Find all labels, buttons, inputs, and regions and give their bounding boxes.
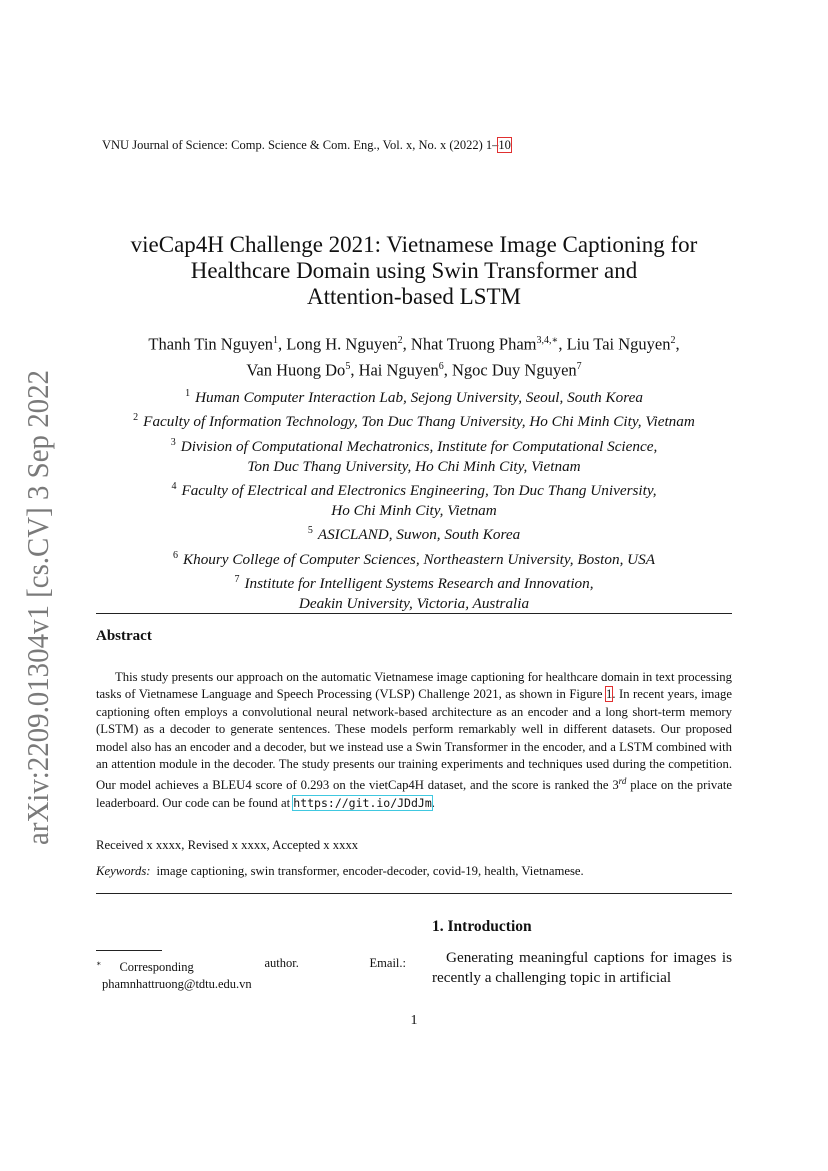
abstract-text-1: This study presents our approach on the automatic Vietnamese image captioning for healthcare domain in text processing tasks of Vietnamese Language and Speech Processing (VLSP) Challenge 2021, as shown in Figure <box>96 670 732 702</box>
author-name: Liu Tai Nguyen <box>566 334 671 354</box>
author-affiliation-sup: 3,4,∗ <box>536 335 559 346</box>
affiliation-text: Human Computer Interaction Lab, Sejong University, Seoul, South Korea <box>195 389 643 407</box>
journal-header <box>102 138 511 153</box>
footnote-marker: ∗ <box>96 959 102 968</box>
author-name: Nhat Truong Pham <box>410 334 537 354</box>
author-name: Hai Nguyen <box>358 360 439 379</box>
author-affiliation-sup: 7 <box>576 360 582 372</box>
author-affiliation-sup: 2 <box>670 335 676 346</box>
affiliation-number: 5 <box>307 525 313 537</box>
arxiv-sidebar <box>8 370 64 845</box>
author-separator: , <box>443 360 453 379</box>
last-page-link[interactable]: 10 <box>498 138 511 152</box>
keywords <box>96 864 584 879</box>
title-line-3: Attention-based LSTM <box>307 284 521 309</box>
footnote-word-1: Corresponding <box>119 960 194 975</box>
keywords-label: Keywords: <box>96 864 151 878</box>
affiliation-text: Faculty of Electrical and Electronics Engineering, Ton Duc Thang University, <box>181 482 657 500</box>
affiliation-number: 6 <box>172 549 178 561</box>
affiliation-line <box>60 501 768 521</box>
introduction-text: Generating meaningful captions for images is recently a challenging topic in artificial <box>432 949 732 987</box>
author-affiliation-sup: 5 <box>345 360 351 372</box>
author-name: Long H. Nguyen <box>286 334 398 354</box>
journal-line: VNU Journal of Science: Comp. Science & Com. Eng., Vol. x, No. x (2022) 1– <box>102 138 499 152</box>
author-affiliation-sup: 2 <box>397 335 403 346</box>
affiliation-line <box>60 570 768 594</box>
affiliation-line <box>60 594 768 614</box>
author-name: Van Huong Do <box>246 360 346 379</box>
affiliation-number: 4 <box>171 481 177 492</box>
keywords-text: image captioning, swin transformer, encoder-decoder, covid-19, health, Vietnamese. <box>156 864 584 878</box>
author-separator: , <box>278 334 287 354</box>
figure-ref-link[interactable]: 1 <box>605 687 613 702</box>
authors-line-1 <box>60 330 768 356</box>
affiliation-line <box>60 546 768 570</box>
abstract-text-3: place on the private leaderboard. Our code can be found at <box>96 778 732 811</box>
affiliation-line <box>60 384 768 408</box>
title-line-2: Healthcare Domain using Swin Transformer and <box>190 258 638 283</box>
footnote-word-2: author. <box>264 956 299 970</box>
corresponding-author-footnote <box>96 955 406 993</box>
affiliation-number: 7 <box>234 574 240 585</box>
affiliation-text: Khoury College of Computer Sciences, Northeastern University, Boston, USA <box>182 550 656 568</box>
affiliation-text: Faculty of Information Technology, Ton Duc Thang University, Ho Chi Minh City, Vietnam <box>143 413 695 431</box>
arxiv-id: arXiv:2209.01304v1 [cs.CV] 3 Sep 2022 <box>20 370 55 845</box>
footnote-rule <box>96 950 162 951</box>
title-line-1: vieCap4H Challenge 2021: Vietnamese Image Captioning for <box>130 232 698 257</box>
author-affiliation-sup: 6 <box>438 360 444 372</box>
affiliation-line <box>60 433 768 457</box>
author-separator: , <box>558 334 567 354</box>
affiliation-line <box>60 457 768 477</box>
author-separator: , <box>675 334 680 354</box>
affiliation-line <box>60 477 768 501</box>
affiliation-text: Division of Computational Mechatronics, Institute for Computational Science, <box>180 437 658 455</box>
author-name: Ngoc Duy Nguyen <box>452 360 577 379</box>
authors-line-2 <box>60 356 768 382</box>
abstract-text-2: . In recent years, image captioning often employs a convolutional neural network-based architecture as an encoder and a long short-term memory (LSTM) as a decoder to generate sentences. These models perform remarkably well in different datasets. Our proposed model also has an encoder and a decoder, but we instead use a Swin Transformer in the encoder, and a LSTM combined with an attention module in the decoder. The study presents our training experiments and techniques used during the competition. Our model achieves a BLEU4 score of 0.293 on the vietCap4H dataset, and the score is ranked the 3 <box>96 687 732 793</box>
footnote-email: phamnhattruong@tdtu.edu.vn <box>102 977 252 992</box>
received-dates: Received x xxxx, Revised x xxxx, Accepted x xxxx <box>96 838 359 852</box>
divider-bottom <box>96 893 732 894</box>
footnote-first-line <box>96 955 406 976</box>
affiliation-number: 3 <box>170 436 176 448</box>
author-list <box>60 330 768 381</box>
affiliation-number: 1 <box>185 388 191 399</box>
section-heading-introduction: 1. Introduction <box>432 918 532 935</box>
page-number: 1 <box>410 1013 418 1028</box>
arxiv-stamp <box>8 370 64 845</box>
affiliation-text: Ho Chi Minh City, Vietnam <box>331 502 497 520</box>
affiliation-text: ASICLAND, Suwon, South Korea <box>317 526 521 544</box>
abstract-heading: Abstract <box>96 628 152 644</box>
abstract-body <box>96 669 732 812</box>
affiliation-text: Institute for Intelligent Systems Research and Innovation, <box>244 575 594 593</box>
author-name: Thanh Tin Nguyen <box>148 334 274 354</box>
abstract-text-4: . <box>431 796 435 811</box>
affiliation-number: 2 <box>133 412 139 424</box>
affiliation-list <box>60 384 768 614</box>
affiliation-text: Deakin University, Victoria, Australia <box>298 595 530 613</box>
rank-sup: rd <box>618 776 627 787</box>
affiliation-line <box>60 521 768 545</box>
author-separator: , <box>402 334 411 354</box>
footnote-word-3: Email.: <box>369 956 406 970</box>
code-url-link[interactable]: https://git.io/JDdJm <box>293 796 432 811</box>
affiliation-line <box>60 408 768 432</box>
author-separator: , <box>350 360 359 379</box>
divider-top <box>96 613 732 614</box>
author-affiliation-sup: 1 <box>273 335 279 346</box>
affiliation-text: Ton Duc Thang University, Ho Chi Minh City, Vietnam <box>247 457 581 475</box>
paper-title <box>60 232 768 310</box>
